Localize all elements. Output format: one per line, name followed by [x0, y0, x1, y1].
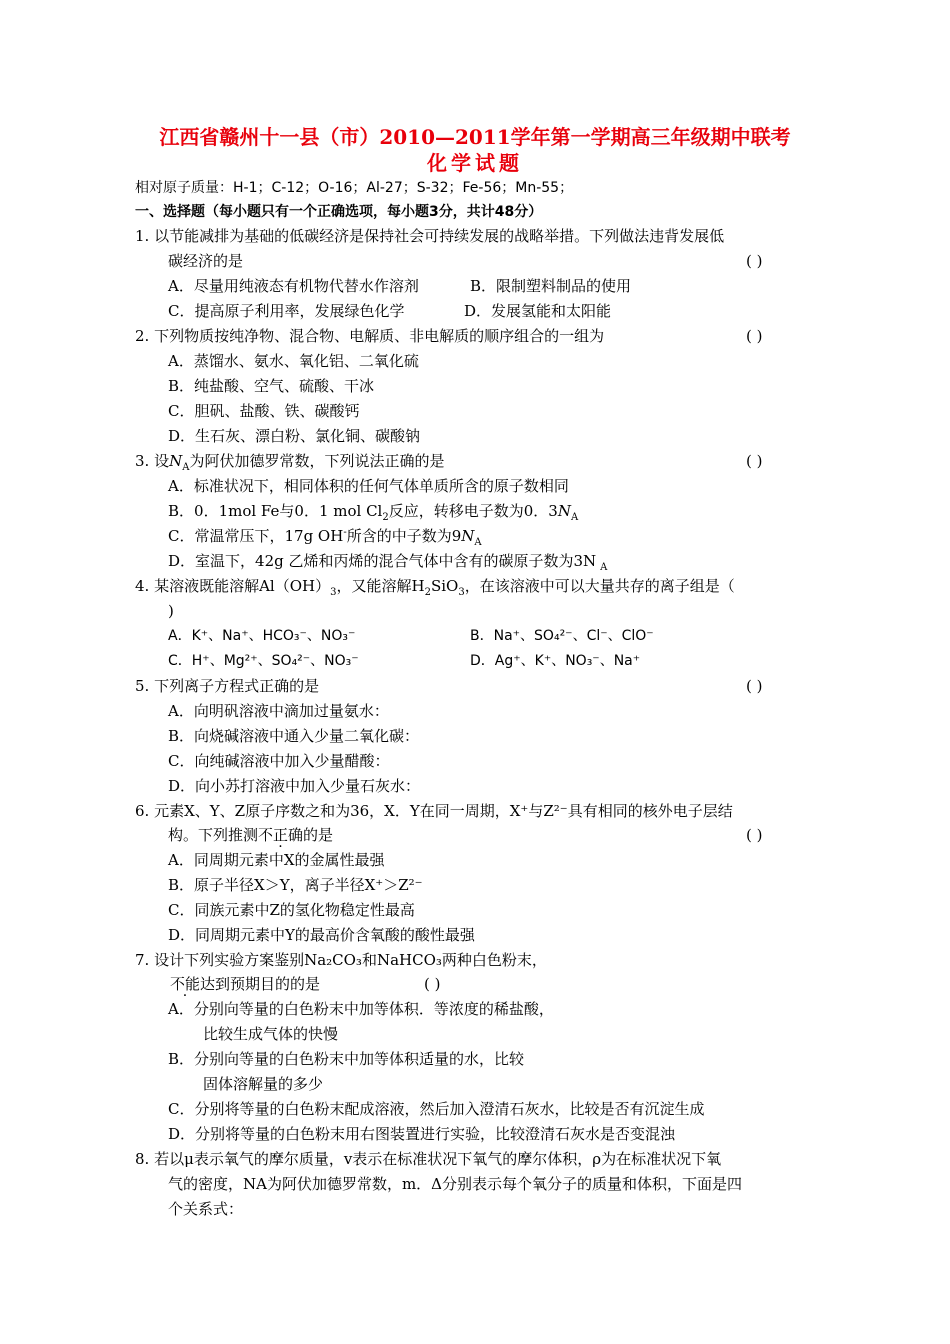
q6-stem-pre: 构。下列推测 — [168, 826, 259, 844]
q3-option-b-na: N — [557, 502, 571, 520]
q3-option-c-pre: C．常温常压下，17g OH — [168, 527, 344, 545]
q2-option-a: A．蒸馏水、氨水、氧化铝、二氧化硫 — [168, 352, 419, 370]
q7-option-b: B．分别向等量的白色粉末中加等体积适量的水，比较 — [168, 1050, 525, 1068]
q7-option-c: C．分别将等量的白色粉末配成溶液，然后加入澄清石灰水，比较是否有沉淀生成 — [168, 1100, 705, 1118]
q5-option-d: D．向小苏打溶液中加入少量石灰水： — [168, 777, 421, 795]
q6-option-c: C．同族元素中Z的氢化物稳定性最高 — [168, 901, 415, 919]
q7-emphasis: 不能 — [170, 975, 201, 993]
q3-option-c-post: 所含的中子数为9 — [346, 527, 462, 545]
q3-option-d-sub: A — [600, 562, 608, 573]
q1-stem-cont: 碳经济的是 — [168, 252, 244, 270]
q6-answer-bracket: ( ) — [746, 826, 763, 844]
exam-title: 江西省赣州十一县（市）2010—2011学年第一学期高三年级期中联考 — [159, 125, 791, 149]
q6-emphasis: 不正确 — [258, 826, 304, 844]
q2-answer-bracket: ( ) — [746, 327, 763, 345]
exam-subtitle: 化学试题 — [427, 151, 523, 175]
q6-option-a: A．同周期元素中X的金属性最强 — [168, 851, 385, 869]
q4-stem-mid2: SiO — [430, 577, 459, 595]
q1-stem: 1. 以节能减排为基础的低碳经济是保持社会可持续发展的战略举措。下列做法违背发展低 — [135, 227, 725, 245]
q7-option-d: D．分别将等量的白色粉末用右图装置进行实验，比较澄清石灰水是否变混浊 — [168, 1125, 676, 1143]
q5-option-a: A．向明矾溶液中滴加过量氨水： — [168, 702, 389, 720]
q2-option-c: C．胆矾、盐酸、铁、碳酸钙 — [168, 402, 360, 420]
q3-option-a: A．标准状况下，相同体积的任何气体单质所含的原子数相同 — [168, 477, 569, 495]
q1-option-a: A．尽量用纯液态有机物代替水作溶剂 — [168, 277, 419, 295]
q3-option-b-post: 反应，转移电子数为0．3 — [388, 502, 558, 520]
q7-option-a-cont: 比较生成气体的快慢 — [203, 1025, 339, 1043]
q2-stem: 2. 下列物质按纯净物、混合物、电解质、非电解质的顺序组合的一组为 — [135, 327, 605, 345]
q4-option-c: C．H⁺、Mg²⁺、SO₄²⁻、NO₃⁻ — [168, 653, 359, 669]
q7-answer-bracket: ( ) — [424, 975, 441, 993]
q7-stem-cont — [170, 974, 320, 994]
q3-stem-pre: 3. 设 — [135, 452, 170, 470]
q4-stem — [135, 576, 735, 596]
q7-stem: 7. 设计下列实验方案鉴别Na₂CO₃和NaHCO₃两种白色粉末， — [135, 951, 547, 969]
q4-stem-post: ，在该溶液中可以大量共存的离子组是（ — [464, 577, 735, 595]
q4-sub1: 3 — [330, 587, 337, 598]
q7-option-a: A．分别向等量的白色粉末中加等体积．等浓度的稀盐酸， — [168, 1000, 554, 1018]
q4-stem-pre: 4. 某溶液既能溶解Al（OH） — [135, 577, 331, 595]
section1-heading: 一、选择题（每小题只有一个正确选项，每小题3分，共计48分） — [135, 204, 543, 220]
q3-answer-bracket: ( ) — [746, 452, 763, 470]
q7-stem-post: 达到预期目的的是 — [200, 975, 321, 993]
q5-stem: 5. 下列离子方程式正确的是 — [135, 677, 320, 695]
q3-option-c — [168, 526, 482, 546]
q4-stem-mid: ，又能溶解H — [336, 577, 425, 595]
q6-option-b: B．原子半径X＞Y，离子半径X⁺＞Z²⁻ — [168, 876, 423, 894]
q1-option-b: B．限制塑料制品的使用 — [470, 277, 632, 295]
q6-option-d: D．同周期元素中Y的最高价含氧酸的酸性最强 — [168, 926, 475, 944]
q4-sub2: 2 — [424, 587, 431, 598]
q3-option-b — [168, 501, 578, 521]
q3-option-c-na-sub: A — [474, 537, 482, 548]
atomic-masses: 相对原子质量：H-1；C-12；O-16；Al-27；S-32；Fe-56；Mn-55； — [135, 180, 574, 196]
q3-option-b-pre: B．0．1mol Fe与0．1 mol Cl — [168, 502, 383, 520]
q4-option-b: B．Na⁺、SO₄²⁻、Cl⁻、ClO⁻ — [470, 628, 654, 644]
q1-option-d: D．发展氢能和太阳能 — [464, 302, 612, 320]
q1-answer-bracket: ( ) — [746, 252, 763, 270]
q4-answer-close: ) — [168, 602, 174, 620]
q3-option-d-text: D．室温下，42g 乙烯和丙烯的混合气体中含有的碳原子数为3N — [168, 552, 597, 570]
q4-option-d: D．Ag⁺、K⁺、NO₃⁻、Na⁺ — [470, 653, 641, 669]
q5-option-c: C．向纯碱溶液中加入少量醋酸： — [168, 752, 390, 770]
q6-stem-post: 的是 — [303, 826, 334, 844]
q3-option-c-sup: - — [343, 527, 347, 538]
q5-answer-bracket: ( ) — [746, 677, 763, 695]
q4-sub3: 3 — [458, 587, 465, 598]
q2-option-b: B．纯盐酸、空气、硫酸、干冰 — [168, 377, 375, 395]
q3-na: N — [169, 452, 183, 470]
q6-stem: 6. 元素X、Y、Z原子序数之和为36，X．Y在同一周期，X⁺与Z²⁻具有相同的核外电子层结 — [135, 802, 733, 820]
q3-option-c-na: N — [461, 527, 475, 545]
q2-option-d: D．生石灰、漂白粉、氯化铜、碳酸钠 — [168, 427, 421, 445]
q5-option-b: B．向烧碱溶液中通入少量二氧化碳： — [168, 727, 420, 745]
q3-stem — [135, 451, 444, 471]
q7-option-b-cont: 固体溶解量的多少 — [203, 1075, 324, 1093]
q3-stem-post: 为阿伏加德罗常数，下列说法正确的是 — [189, 452, 445, 470]
q4-option-a: A．K⁺、Na⁺、HCO₃⁻、NO₃⁻ — [168, 628, 356, 644]
q6-stem-cont — [168, 825, 333, 845]
q8-stem-cont2: 个关系式： — [168, 1200, 244, 1218]
q1-option-c: C．提高原子利用率，发展绿色化学 — [168, 302, 405, 320]
q8-stem: 8. 若以μ表示氧气的摩尔质量，v表示在标准状况下氧气的摩尔体积，ρ为在标准状况下氧 — [135, 1150, 722, 1168]
q8-stem-cont: 气的密度，NA为阿伏加德罗常数，m．Δ分别表示每个氧分子的质量和体积，下面是四 — [168, 1175, 743, 1193]
q3-na-sub: A — [182, 462, 190, 473]
q3-option-b-sub: 2 — [382, 512, 389, 523]
q3-option-d — [168, 551, 607, 571]
q3-option-b-na-sub: A — [570, 512, 579, 523]
